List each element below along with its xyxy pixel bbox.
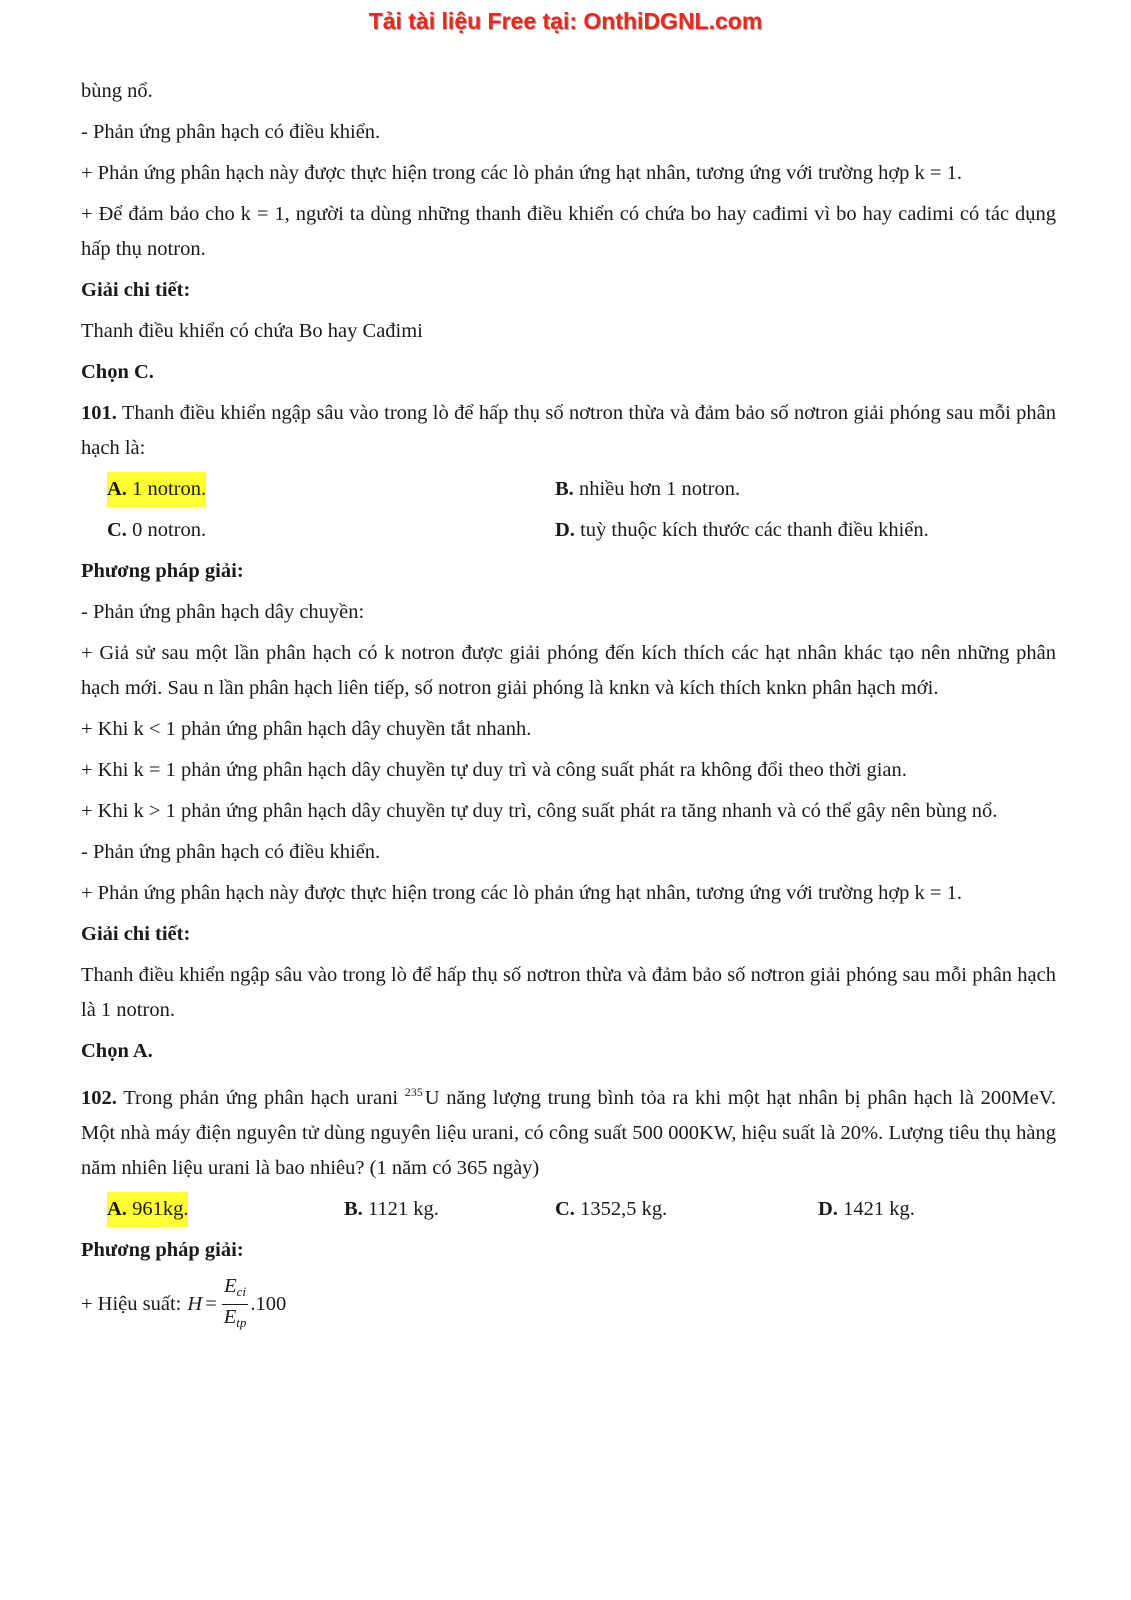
question-text: năng lượng trung bình tỏa ra khi một hạt nhân bị phân hạch là 200MeV. Một nhà máy điện nguyên tử dùng nguyên liệu urani, có công suất 500 000KW, hiệu suất là 20%. Lượng tiêu thụ hàng năm nhiên liệu urani là bao nhiêu? (1 năm có 365 ngày) [81, 1087, 1057, 1179]
paragraph: + Khi k = 1 phản ứng phân hạch dây chuyền tự duy trì và công suất phát ra không đổi theo thời gian. [81, 759, 907, 781]
numerator-symbol: E [224, 1275, 237, 1297]
paragraph: + Để đảm bảo cho k = 1, người ta dùng những thanh điều khiển có chứa bo hay cađimi vì bo hay cadimi có tác dụng hấp thụ notron. [81, 203, 1056, 260]
option-d [555, 513, 929, 548]
method-heading: Phương pháp giải: [81, 1239, 244, 1261]
question-101 [81, 396, 1056, 466]
option-text: nhiều hơn 1 notron. [578, 478, 741, 500]
option-text: tuỳ thuộc kích thước các thanh điều khiển. [580, 519, 929, 541]
option-c [107, 513, 206, 548]
option-a [107, 1192, 188, 1227]
option-c [555, 1192, 667, 1227]
formula-lhs: H [187, 1293, 203, 1315]
option-b [555, 472, 740, 507]
paragraph: - Phản ứng phân hạch có điều khiển. [81, 121, 381, 143]
option-letter: B. [555, 478, 574, 500]
denominator-subscript: tp [236, 1315, 247, 1330]
denominator-symbol: E [223, 1306, 237, 1328]
formula-equals: = [205, 1293, 217, 1315]
option-b [344, 1192, 439, 1227]
detail-text: Thanh điều khiển ngập sâu vào trong lò để hấp thụ số nơtron thừa và đảm bảo số nơtron giải phóng sau mỗi phân hạch là 1 notron. [81, 964, 1056, 1021]
document-page [81, 74, 1056, 1341]
detail-text: Thanh điều khiển có chứa Bo hay Cađimi [81, 320, 423, 342]
paragraph: + Phản ứng phân hạch này được thực hiện trong các lò phản ứng hạt nhân, tương ứng với trường hợp k = 1. [81, 882, 962, 904]
options-row [81, 513, 1056, 554]
detail-heading: Giải chi tiết: [81, 923, 191, 945]
formula-fraction [222, 1274, 249, 1335]
option-text: 0 notron. [132, 519, 207, 541]
option-text: 961kg. [132, 1198, 189, 1220]
option-text: 1352,5 kg. [580, 1198, 668, 1220]
option-a [107, 472, 206, 507]
isotope-symbol: U [424, 1087, 440, 1109]
download-banner[interactable]: Tải tài liệu Free tại: OnthiDGNL.com [368, 8, 763, 34]
fraction-denominator [222, 1305, 249, 1335]
numerator-subscript: ci [236, 1284, 247, 1299]
question-number: 101. [81, 402, 117, 424]
paragraph: + Giả sử sau một lần phân hạch có k notron được giải phóng đến kích thích các hạt nhân khác tạo nên những phân hạch mới. Sau n lần phân hạch liên tiếp, số notron giải phóng là knkn và kích thích knkn phân hạch mới. [81, 642, 1056, 699]
option-text: 1121 kg. [367, 1198, 439, 1220]
efficiency-label: + Hiệu suất: [81, 1293, 182, 1315]
paragraph: - Phản ứng phân hạch dây chuyền: [81, 601, 365, 623]
option-letter: A. [107, 478, 127, 500]
detail-heading: Giải chi tiết: [81, 279, 191, 301]
option-text: 1421 kg. [843, 1198, 915, 1220]
formula-multiplier: .100 [250, 1293, 287, 1315]
isotope-mass: 235 [404, 1085, 423, 1099]
question-number: 102. [81, 1087, 117, 1109]
question-102 [81, 1075, 1056, 1186]
option-letter: B. [344, 1198, 363, 1220]
answer-choice: Chọn C. [81, 361, 154, 383]
option-d [818, 1192, 915, 1227]
options-row [81, 472, 1056, 513]
paragraph: + Phản ứng phân hạch này được thực hiện trong các lò phản ứng hạt nhân, tương ứng với trường hợp k = 1. [81, 162, 962, 184]
question-text: Thanh điều khiển ngập sâu vào trong lò để hấp thụ số nơtron thừa và đảm bảo số nơtron giải phóng sau mỗi phân hạch là: [81, 402, 1056, 459]
option-text: 1 notron. [132, 478, 207, 500]
option-letter: C. [107, 519, 127, 541]
method-heading: Phương pháp giải: [81, 560, 244, 582]
options-row [81, 1192, 1056, 1233]
paragraph: bùng nổ. [81, 80, 153, 102]
answer-choice: Chọn A. [81, 1040, 153, 1062]
option-letter: A. [107, 1198, 127, 1220]
efficiency-formula [187, 1274, 286, 1335]
paragraph: + Khi k > 1 phản ứng phân hạch dây chuyền tự duy trì, công suất phát ra tăng nhanh và có thể gây nên bùng nổ. [81, 800, 998, 822]
question-text: Trong phản ứng phân hạch urani [123, 1087, 399, 1109]
paragraph: + Khi k < 1 phản ứng phân hạch dây chuyền tắt nhanh. [81, 718, 532, 740]
fraction-numerator [222, 1274, 248, 1305]
option-letter: D. [818, 1198, 838, 1220]
option-letter: D. [555, 519, 575, 541]
paragraph: - Phản ứng phân hạch có điều khiển. [81, 841, 381, 863]
efficiency-formula-line [81, 1274, 1056, 1335]
option-letter: C. [555, 1198, 575, 1220]
